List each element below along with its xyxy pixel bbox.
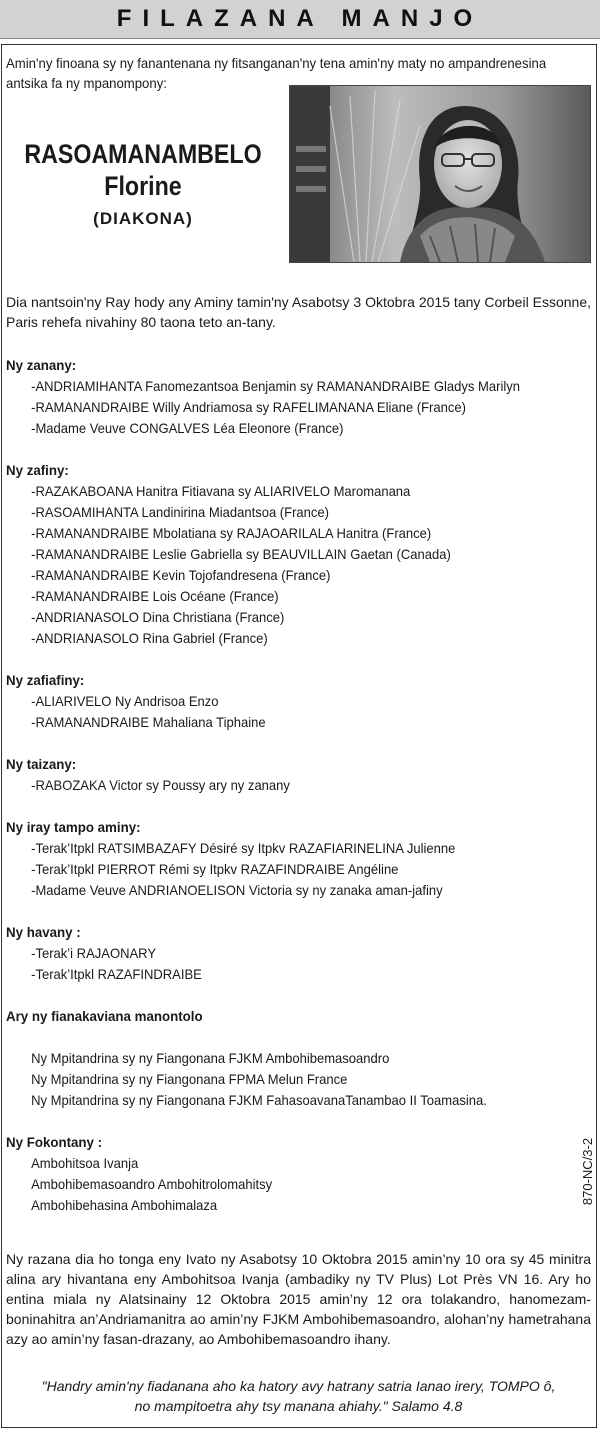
- reference-code-text: 870-NC/3-2: [580, 1137, 596, 1205]
- section-title-zanany: Ny zanany:: [6, 357, 77, 373]
- list-item: -RAMANANDRAIBE Leslie Gabriella sy BEAUVILLAIN Gaetan (Canada): [31, 546, 451, 562]
- list-item: -ANDRIANASOLO Dina Christiana (France): [31, 609, 285, 625]
- death-notice: Dia nantsoin'ny Ray hody any Aminy tamin'ny Asabotsy 3 Oktobra 2015 tany Corbeil Essonne, Paris rehefa nivahiny 80 taona teto an-tany.: [6, 294, 591, 330]
- list-item: -RAMANANDRAIBE Willy Andriamosa sy RAFELIMANANA Eliane (France): [31, 399, 466, 415]
- header-banner: [0, 0, 600, 39]
- quote-line-1: "Handry amin'ny fiadanana aho ka hatory avy hatrany satria Ianao irery, TOMPO ô,: [41, 1378, 556, 1394]
- list-item: -ANDRIANASOLO Rina Gabriel (France): [31, 630, 268, 646]
- section-title-havany: Ny havany :: [6, 924, 81, 940]
- bible-quote: [6, 1376, 591, 1416]
- list-item: Ny Mpitandrina sy ny Fiangonana FJKM FahasoavanaTanambao II Toamasina.: [31, 1092, 487, 1108]
- section-title-fokontany: Ny Fokontany :: [6, 1134, 103, 1150]
- list-item: -RAMANANDRAIBE Kevin Tojofandresena (France): [31, 567, 331, 583]
- reference-code: [578, 1131, 598, 1211]
- list-item: -RAMANANDRAIBE Mbolatiana sy RAJAOARILALA Hanitra (France): [31, 525, 432, 541]
- quote-line-2: no mampitoetra ahy tsy manana ahiahy." Salamo 4.8: [134, 1398, 463, 1414]
- list-item: -Madame Veuve CONGALVES Léa Eleonore (France): [31, 420, 344, 436]
- section-title-taizany: Ny taizany:: [6, 756, 77, 772]
- list-item: -Terak’Itpkl RAZAFINDRAIBE: [31, 966, 202, 982]
- list-item: -RAMANANDRAIBE Mahaliana Tiphaine: [31, 714, 266, 730]
- list-item: Ny Mpitandrina sy ny Fiangonana FPMA Melun France: [31, 1071, 348, 1087]
- list-item: -ANDRIAMIHANTA Fanomezantsoa Benjamin sy RAMANANDRAIBE Gladys Marilyn: [31, 378, 520, 394]
- page-title: FILAZANA MANJO: [116, 5, 484, 32]
- list-item: -Madame Veuve ANDRIANOELISON Victoria sy ny zanaka aman-jafiny: [31, 882, 443, 898]
- list-item: -RASOAMIHANTA Landinirina Miadantsoa (France): [31, 504, 330, 520]
- list-item: Ny Mpitandrina sy ny Fiangonana FJKM Ambohibemasoandro: [31, 1050, 390, 1066]
- list-item: -ALIARIVELO Ny Andrisoa Enzo: [31, 693, 219, 709]
- family-list: [6, 355, 566, 1216]
- list-item: -RABOZAKA Victor sy Poussy ary ny zanany: [31, 777, 290, 793]
- section-title-iray-tampo: Ny iray tampo aminy:: [6, 819, 141, 835]
- list-item: -RAZAKABOANA Hanitra Fitiavana sy ALIARIVELO Maromanana: [31, 483, 411, 499]
- deceased-firstname: Florine: [104, 171, 182, 201]
- list-item: Ambohitsoa Ivanja: [31, 1155, 139, 1171]
- list-item: -Terak’Itpkl RATSIMBAZAFY Désiré sy Itpkv RAZAFIARINELINA Julienne: [31, 840, 456, 856]
- list-item: Ambohibemasoandro Ambohitrolomahitsy: [31, 1176, 273, 1192]
- portrait-photo-icon: [290, 86, 590, 262]
- section-title-fianakaviana: Ary ny fianakaviana manontolo: [6, 1008, 203, 1024]
- list-item: -RAMANANDRAIBE Lois Océane (France): [31, 588, 279, 604]
- list-item: Ambohibehasina Ambohimalaza: [31, 1197, 218, 1213]
- funeral-details: Ny razana dia ho tonga eny Ivato ny Asabotsy 10 Oktobra 2015 amin’ny 10 ora sy 45 minitra alina ary hivantana eny Ambohitsoa Ivanja (ambadiky ny TV Plus) Lot Près VN 16. Ary ho entina miala ny Alatsinainy 12 Oktobra 2015 amin’ny 12 ora tolakandro, hanomezam-boninahitra an’Andriamanitra ao amin’ny FJKM Ambohibemasoandro, alohan’ny hametrahana azy ao amin’ny fasan-drazany, ao Ambohibemasoandro ihany.: [6, 1251, 591, 1347]
- deceased-name-block: [4, 138, 282, 234]
- intro-text: Amin'ny finoana sy ny fanantenana ny fitsanganan'ny tena amin'ny maty no ampandrenesina antsika fa ny mpanompony:: [6, 55, 547, 91]
- section-title-zafiafiny: Ny zafiafiny:: [6, 672, 85, 688]
- deceased-title: (DIAKONA): [93, 209, 193, 228]
- section-title-zafiny: Ny zafiny:: [6, 462, 69, 478]
- list-item: -Terak’i RAJAONARY: [31, 945, 157, 961]
- portrait-photo: [289, 85, 591, 263]
- deceased-surname: RASOAMANAMBELO: [24, 139, 262, 169]
- list-item: -Terak’Itpkl PIERROT Rémi sy Itpkv RAZAFINDRAIBE Angéline: [31, 861, 399, 877]
